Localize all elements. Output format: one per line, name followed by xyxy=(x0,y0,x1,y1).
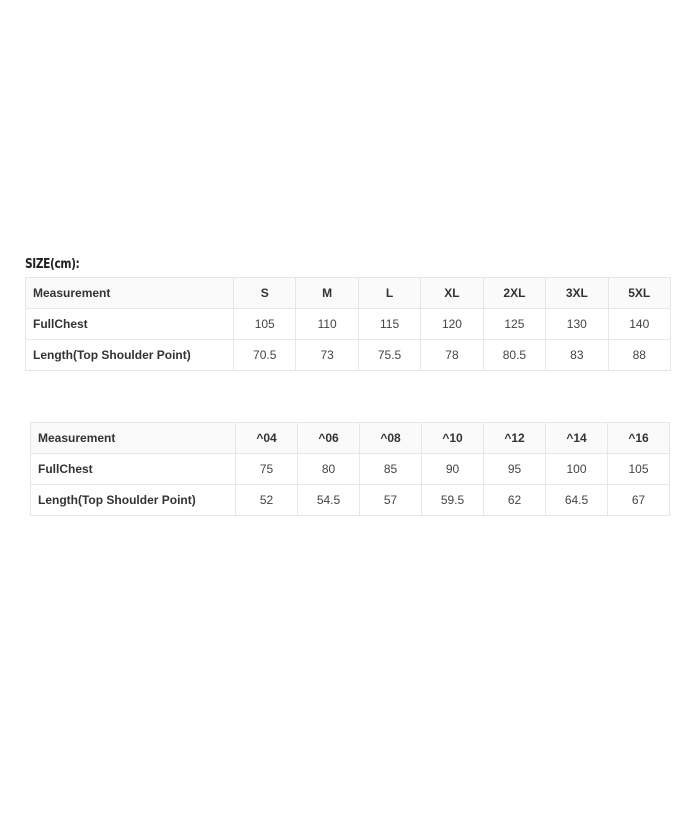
header-cell: ^12 xyxy=(484,423,546,454)
kids-size-table xyxy=(30,422,670,516)
header-cell: Measurement xyxy=(26,278,234,309)
table-row xyxy=(26,309,671,340)
header-cell: S xyxy=(234,278,296,309)
header-cell: ^08 xyxy=(360,423,422,454)
table-cell: 125 xyxy=(483,309,545,340)
adult-size-table xyxy=(25,277,671,371)
table-cell: 100 xyxy=(546,454,608,485)
table-cell: 130 xyxy=(546,309,608,340)
header-cell: XL xyxy=(421,278,483,309)
header-cell: ^14 xyxy=(546,423,608,454)
header-cell: 5XL xyxy=(608,278,670,309)
header-cell: ^16 xyxy=(608,423,670,454)
row-label: FullChest xyxy=(31,454,236,485)
table-cell: 140 xyxy=(608,309,670,340)
table-cell: 78 xyxy=(421,340,483,371)
table-cell: 83 xyxy=(546,340,608,371)
header-cell: 2XL xyxy=(483,278,545,309)
row-label: Length(Top Shoulder Point) xyxy=(26,340,234,371)
table-cell: 75.5 xyxy=(358,340,420,371)
header-cell: ^04 xyxy=(236,423,298,454)
table-row xyxy=(26,340,671,371)
table-cell: 110 xyxy=(296,309,358,340)
table-cell: 80 xyxy=(298,454,360,485)
table-cell: 95 xyxy=(484,454,546,485)
table-cell: 115 xyxy=(358,309,420,340)
table-cell: 52 xyxy=(236,485,298,516)
table-row xyxy=(31,454,670,485)
table-cell: 62 xyxy=(484,485,546,516)
table-cell: 105 xyxy=(234,309,296,340)
table-cell: 64.5 xyxy=(546,485,608,516)
table-cell: 67 xyxy=(608,485,670,516)
table-cell: 59.5 xyxy=(422,485,484,516)
row-label: Length(Top Shoulder Point) xyxy=(31,485,236,516)
row-label: FullChest xyxy=(26,309,234,340)
table-cell: 54.5 xyxy=(298,485,360,516)
header-cell: ^10 xyxy=(422,423,484,454)
table-cell: 75 xyxy=(236,454,298,485)
table-cell: 120 xyxy=(421,309,483,340)
table-cell: 105 xyxy=(608,454,670,485)
table-cell: 73 xyxy=(296,340,358,371)
header-cell: 3XL xyxy=(546,278,608,309)
table-cell: 85 xyxy=(360,454,422,485)
table-header-row xyxy=(31,423,670,454)
size-title: SIZE(cm): xyxy=(25,257,80,272)
header-cell: Measurement xyxy=(31,423,236,454)
table-cell: 80.5 xyxy=(483,340,545,371)
table-cell: 57 xyxy=(360,485,422,516)
table-row xyxy=(31,485,670,516)
header-cell: ^06 xyxy=(298,423,360,454)
table-header-row xyxy=(26,278,671,309)
table-cell: 88 xyxy=(608,340,670,371)
table-cell: 70.5 xyxy=(234,340,296,371)
header-cell: L xyxy=(358,278,420,309)
header-cell: M xyxy=(296,278,358,309)
table-cell: 90 xyxy=(422,454,484,485)
